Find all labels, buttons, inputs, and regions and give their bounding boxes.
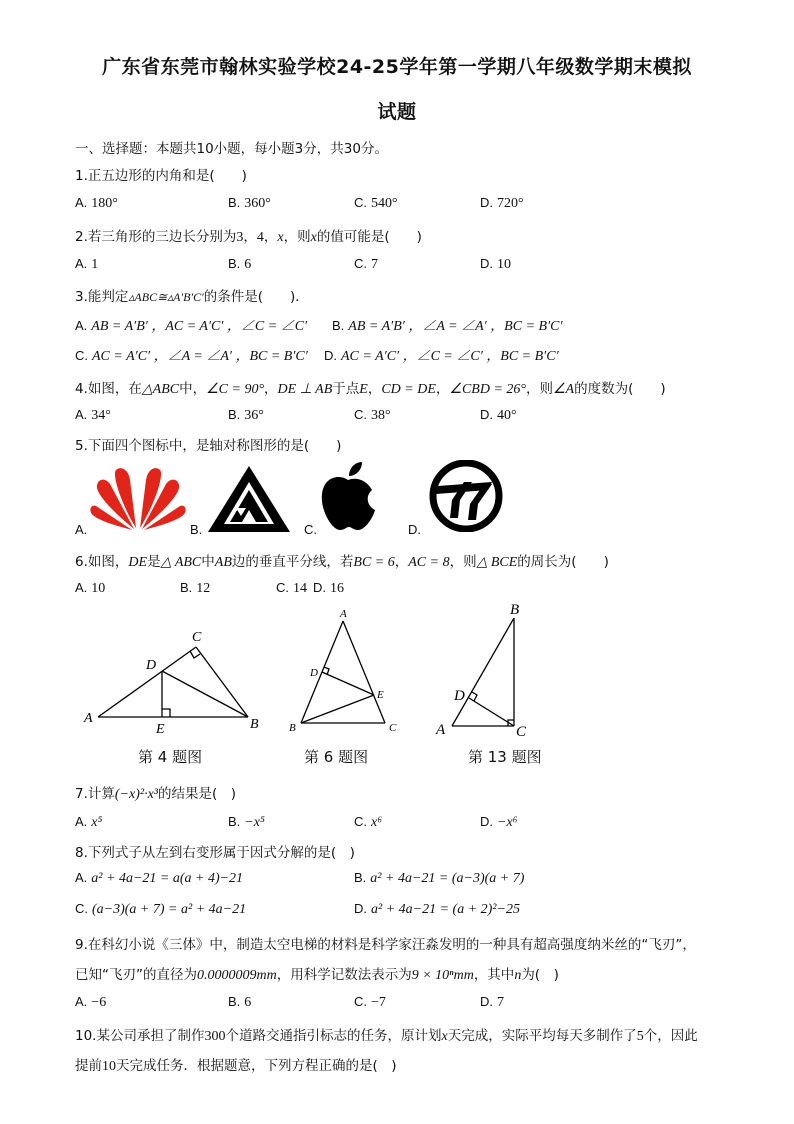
fig6-label-b: B [289,722,296,734]
question-6-stem: 6.如图，DE是△ ABC中AB边的垂直平分线，若BC = 6，AC = 8，则△ BCE的周长为( ) [75,554,609,570]
q9-option-a: A. −6 [75,994,107,1010]
question-9-stem-line1: 9.在科幻小说《三体》中，制造太空电梯的材料是科学家汪淼发明的一种具有超高强度纳米丝的“飞刃”， [75,937,696,953]
section-heading: 一、选择题：本题共10小题，每小题3分，共30分。 [75,141,388,157]
q9-option-d: D. 7 [480,994,504,1010]
q1-option-a: A. 180° [75,195,118,211]
q1-option-b: B. 360° [228,195,271,211]
question-10-stem-line2: 提前10天完成任务．根据题意，下列方程正确的是( ) [75,1058,397,1074]
figure-13-caption: 第 13 题图 [468,748,542,766]
q6-option-b: B. 12 [180,580,211,596]
question-7-stem: 7.计算(−x)²·x³的结果是( ) [75,786,237,802]
triangle-logo-icon [206,464,292,534]
question-3-stem: 3.能判定▵ABC≅▵A′B′C′的条件是( )． [75,289,309,305]
question-10-stem-line1: 10.某公司承担了制作300个道路交通指引标志的任务，原计划x天完成，实际平均每天多制作了5个，因此 [75,1028,698,1044]
q2-option-a: A. 1 [75,256,99,272]
fig13-label-c: C [516,724,527,740]
figure-6-caption: 第 6 题图 [304,748,369,766]
q7-option-b: B. −x⁵ [228,814,265,830]
q3-option-c: C. AC = A′C′ ，∠A = ∠A′ ，BC = B′C′ [75,348,308,364]
fig4-label-a: A [84,711,93,726]
fig4-label-e: E [156,722,165,737]
q4-option-c: C. 38° [354,407,391,423]
fig6-label-c: C [389,722,397,734]
question-8-stem: 8.下列式子从左到右变形属于因式分解的是( ) [75,845,355,861]
q8-option-d: D. a² + 4a−21 = (a + 2)²−25 [354,901,520,917]
question-2-stem: 2.若三角形的三边长分别为3，4，x，则x的值可能是( ) [75,229,422,245]
q2-option-b: B. 6 [228,256,252,272]
huawei-logo-icon [90,462,186,532]
figure-4-diagram [80,625,270,740]
q6-option-c: C. 14 [276,580,307,596]
question-9-stem-line2: 已知“飞刃”的直径为0.0000009mm，用科学记数法表示为9 × 10ⁿmm，其中n为( ) [75,967,559,983]
q3-option-d: D. AC = A′C′ ，∠C = ∠C′ ，BC = B′C′ [324,348,559,364]
apple-logo-icon [318,460,378,532]
fig13-label-b: B [510,602,520,618]
exam-title-line1: 广东省东莞市翰林实验学校24-25学年第一学期八年级数学期末模拟 [102,56,692,78]
q4-option-b: B. 36° [228,407,264,423]
fig13-label-a: A [436,722,446,738]
q3-option-a: A. AB = A′B′ ，AC = A′C′ ，∠C = ∠C′ [75,318,308,334]
q2-option-d: D. 10 [480,256,511,272]
fig4-label-c: C [192,630,202,645]
q5-option-b: B. [190,522,203,537]
fig6-label-a: A [340,608,347,620]
q4-option-d: D. 40° [480,407,517,423]
fig13-label-d: D [454,688,465,704]
fig6-label-e: E [377,689,384,701]
q9-option-c: C. −7 [354,994,386,1010]
question-5-stem: 5.下面四个图标中，是轴对称图形的是( ) [75,438,342,454]
q6-option-a: A. 10 [75,580,106,596]
q4-option-a: A. 34° [75,407,111,423]
q5-option-d: D. [408,522,421,537]
q6-option-d: D. 16 [313,580,344,596]
q5-option-c: C. [304,522,317,537]
q8-option-a: A. a² + 4a−21 = a(a + 4)−21 [75,870,244,886]
q3-option-b: B. AB = A′B′ ，∠A = ∠A′ ，BC = B′C′ [332,318,563,334]
q7-option-a: A. x⁵ [75,814,103,830]
q8-option-b: B. a² + 4a−21 = (a−3)(a + 7) [354,870,525,886]
question-1-stem: 1.正五边形的内角和是( ) [75,168,247,184]
q2-option-c: C. 7 [354,256,378,272]
fig4-label-b: B [250,717,259,732]
q8-option-c: C. (a−3)(a + 7) = a² + 4a−21 [75,901,247,917]
figure-4-caption: 第 4 题图 [138,748,203,766]
q7-option-d: D. −x⁶ [480,814,518,830]
question-4-stem: 4.如图，在△ABC中，∠C = 90°，DE ⊥ AB于点E，CD = DE，∠CBD = 26°，则∠A的度数为( ) [75,381,666,397]
circle-logo-icon [428,460,504,532]
q5-option-a: A. [75,522,88,537]
fig6-label-d: D [310,667,318,679]
q9-option-b: B. 6 [228,994,252,1010]
exam-title-line2: 试题 [377,101,417,123]
q1-option-d: D. 720° [480,195,524,211]
figure-13-diagram [430,600,540,740]
figure-6-diagram [285,605,405,735]
q7-option-c: C. x⁶ [354,814,383,830]
q1-option-c: C. 540° [354,195,398,211]
fig4-label-d: D [146,658,157,673]
